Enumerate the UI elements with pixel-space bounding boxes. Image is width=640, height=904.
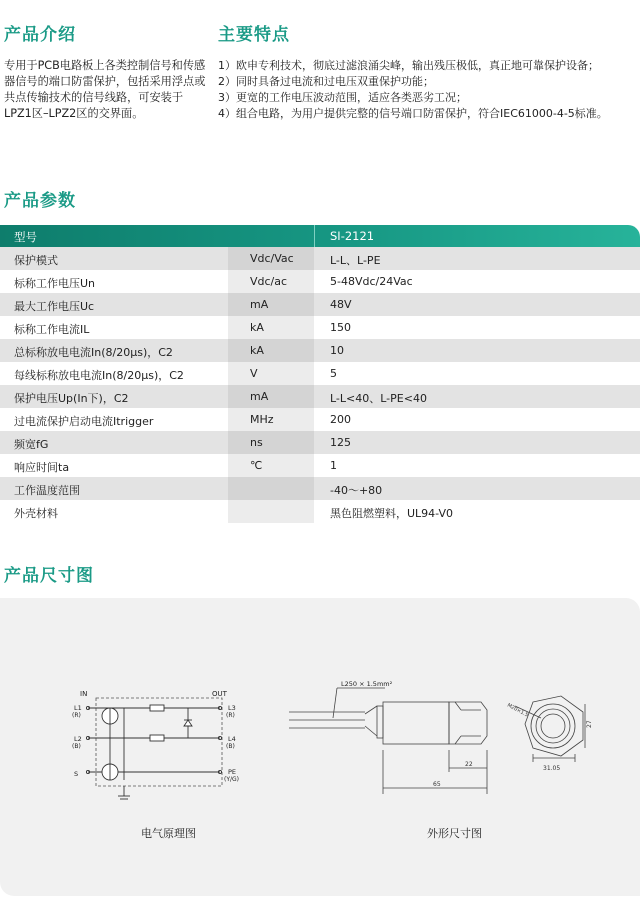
- features-title: 主要特点: [218, 25, 290, 45]
- param-value: 10: [330, 344, 344, 357]
- header-divider: [314, 225, 315, 247]
- param-value: 5-48Vdc/24Vac: [330, 275, 413, 288]
- param-value: 150: [330, 321, 351, 334]
- feature-item: 2）同时具备过电流和过电压双重保护功能；: [218, 75, 434, 88]
- dim-31-05: 31.05: [543, 765, 561, 772]
- schematic-label-out: OUT: [212, 690, 227, 698]
- param-unit-cell: [228, 500, 314, 523]
- param-unit: V: [250, 367, 258, 380]
- feature-item: 3）更宽的工作电压波动范围，适应各类恶劣工况；: [218, 91, 467, 104]
- dim-thread: M20×1.5: [506, 702, 530, 719]
- schematic-label-l3: L3: [228, 704, 236, 712]
- param-unit: kA: [250, 321, 264, 334]
- param-name: 过电流保护启动电流Itrigger: [14, 415, 154, 428]
- intro-title: 产品介绍: [4, 25, 76, 45]
- schematic-label-s: S: [74, 770, 79, 778]
- param-unit: MHz: [250, 413, 274, 426]
- param-unit: mA: [250, 298, 269, 311]
- param-name: 每线标称放电电流In(8/20μs)，C2: [14, 369, 184, 382]
- schematic-label-pe: PE: [228, 768, 237, 776]
- param-unit-cell: [228, 316, 314, 339]
- params-table-header: [0, 225, 640, 247]
- param-value: 1: [330, 459, 337, 472]
- schematic-label-in: IN: [80, 690, 88, 698]
- outline-caption: 外形尺寸图: [427, 827, 482, 840]
- table-row: [0, 316, 640, 339]
- param-value: 200: [330, 413, 351, 426]
- table-row: [0, 408, 640, 431]
- schematic-label-l1: L1: [74, 704, 82, 712]
- param-unit-cell: [228, 431, 314, 454]
- param-name: 保护模式: [14, 254, 58, 267]
- param-value: 5: [330, 367, 337, 380]
- header-label: 型号: [14, 230, 37, 244]
- schematic-label-r2: (R): [226, 712, 235, 719]
- table-row: [0, 431, 640, 454]
- param-unit: Vdc/ac: [250, 275, 288, 288]
- param-unit-cell: [228, 270, 314, 293]
- table-row: [0, 454, 640, 477]
- param-value: 48V: [330, 298, 352, 311]
- electrical-schematic: [60, 686, 280, 816]
- param-name: 频宽fG: [14, 438, 49, 451]
- table-row: [0, 339, 640, 362]
- param-unit-cell: [228, 293, 314, 316]
- param-unit: ℃: [250, 459, 263, 472]
- feature-item: 4）组合电路，为用户提供完整的信号端口防雷保护，符合IEC61000-4-5标准。: [218, 107, 608, 120]
- schematic-label-l2: L2: [74, 735, 82, 743]
- outline-drawing: [285, 676, 615, 816]
- param-value: 黑色阻燃塑料，UL94-V0: [330, 507, 454, 520]
- schematic-label-yg: (Y/G): [224, 776, 240, 783]
- param-unit-cell: [228, 247, 314, 270]
- intro-text: 专用于PCB电路板上各类控制信号和传感器信号的端口防雷保护，包括采用浮点或共点传输技术的信号线路，可安装于LPZ1区–LPZ2区的交界面。: [4, 59, 206, 120]
- param-name: 总标称放电电流In(8/20μs)，C2: [14, 346, 173, 359]
- schematic-label-r: (R): [72, 712, 81, 719]
- param-name: 保护电压Up(In下)，C2: [14, 392, 129, 405]
- param-value: 125: [330, 436, 351, 449]
- dim-27: 27: [586, 720, 593, 728]
- param-unit: kA: [250, 344, 264, 357]
- header-model: SI-2121: [330, 229, 375, 243]
- param-unit: ns: [250, 436, 263, 449]
- param-unit-cell: [228, 385, 314, 408]
- table-row: [0, 477, 640, 500]
- param-unit: Vdc/Vac: [250, 252, 294, 265]
- param-unit-cell: [228, 408, 314, 431]
- param-value: L-L、L-PE: [330, 254, 381, 267]
- table-row: [0, 385, 640, 408]
- param-value: -40～+80: [330, 484, 383, 497]
- table-row: [0, 270, 640, 293]
- table-row: [0, 362, 640, 385]
- param-unit: mA: [250, 390, 269, 403]
- param-unit-cell: [228, 362, 314, 385]
- param-unit-cell: [228, 339, 314, 362]
- dimension-figure-panel: [0, 598, 640, 896]
- param-unit-cell: [228, 477, 314, 500]
- param-name: 标称工作电流IL: [14, 323, 90, 336]
- dims-title: 产品尺寸图: [4, 566, 94, 586]
- schematic-caption: 电气原理图: [141, 827, 196, 840]
- schematic-label-b2: (B): [226, 743, 235, 750]
- params-table: [0, 225, 640, 523]
- dim-65: 65: [433, 781, 441, 788]
- cable-spec-label: L250 × 1.5mm²: [341, 680, 393, 688]
- param-name: 最大工作电压Uc: [14, 300, 95, 313]
- param-name: 响应时间ta: [14, 461, 70, 474]
- schematic-label-b: (B): [72, 743, 81, 750]
- param-name: 标称工作电压Un: [14, 277, 96, 290]
- feature-item: 1）欧申专利技术，彻底过滤浪涌尖峰，输出残压极低，真正地可靠保护设备；: [218, 59, 599, 72]
- schematic-label-l4: L4: [228, 735, 236, 743]
- param-value: L-L<40、L-PE<40: [330, 392, 427, 405]
- table-row: [0, 293, 640, 316]
- param-unit-cell: [228, 454, 314, 477]
- table-row: [0, 500, 640, 523]
- dim-22: 22: [465, 761, 473, 768]
- params-title: 产品参数: [4, 191, 76, 211]
- param-name: 外壳材料: [14, 507, 58, 520]
- features-list: [218, 58, 638, 122]
- table-row: [0, 247, 640, 270]
- param-name: 工作温度范围: [14, 484, 80, 497]
